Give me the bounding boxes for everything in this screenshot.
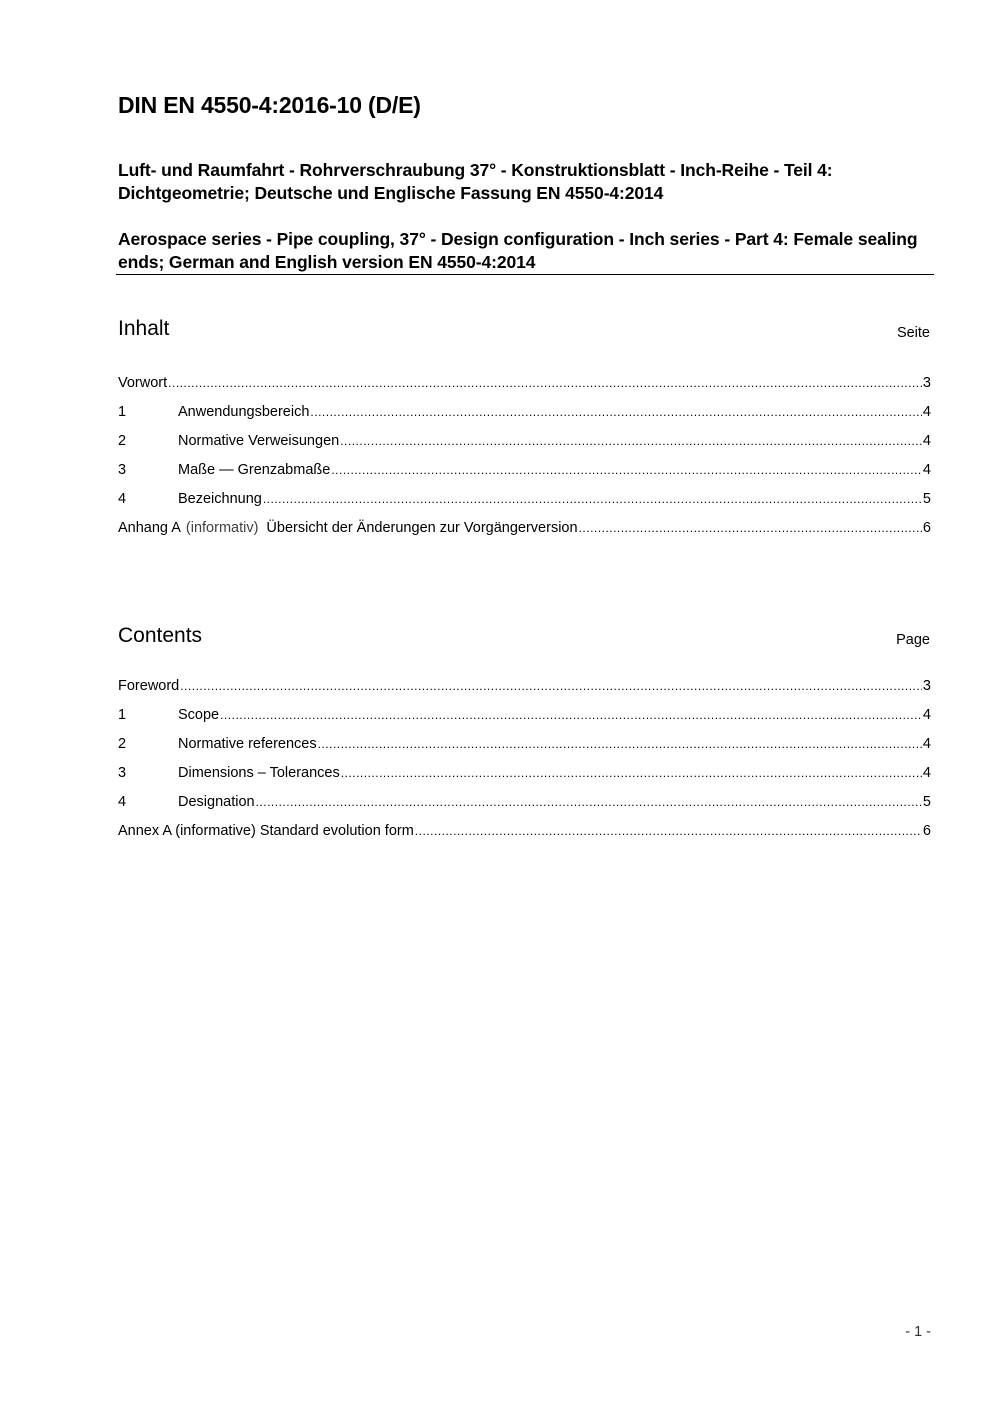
toc-entry[interactable] <box>118 479 931 508</box>
toc-entry-label: Vorwort <box>118 375 168 391</box>
toc-leader-dots <box>415 822 922 840</box>
toc-entry-page: 3 <box>922 375 931 391</box>
toc-entry-label: Maße — Grenzabmaße <box>178 462 331 478</box>
toc-entry-number: 2 <box>118 736 127 752</box>
toc-leader-dots <box>331 461 922 479</box>
toc-entry[interactable] <box>118 695 931 724</box>
toc-entry[interactable] <box>118 508 931 537</box>
toc-entry[interactable] <box>118 753 931 782</box>
toc-entry-annex-note: (informativ) <box>185 520 259 536</box>
toc-entry-label: Foreword <box>118 678 180 694</box>
toc-entry-label: Übersicht der Änderungen zur Vorgängerversion <box>266 520 578 536</box>
toc-entry-page: 4 <box>922 433 931 449</box>
toc-page-column-label: Seite <box>896 325 930 341</box>
toc-entry-label: Dimensions – Tolerances <box>178 765 340 781</box>
subtitle-german: Luft- und Raumfahrt - Rohrverschraubung 37° - Konstruktionsblatt - Inch-Reihe - Teil 4: Dichtgeometrie; Deutsche und Englische Fassung EN 4550-4:2014 <box>118 160 833 203</box>
toc-title: Contents <box>118 624 203 647</box>
toc-entry-number: 3 <box>118 462 127 478</box>
toc-entry-number: 1 <box>118 707 127 723</box>
toc-entry-label: Normative references <box>178 736 317 752</box>
toc-entry-number: 2 <box>118 433 127 449</box>
toc-german <box>118 363 931 537</box>
toc-entry-number: 3 <box>118 765 127 781</box>
toc-entry[interactable] <box>118 392 931 421</box>
toc-entry-page: 3 <box>922 678 931 694</box>
title-divider <box>116 274 934 275</box>
toc-entry-page: 4 <box>922 404 931 420</box>
toc-leader-dots <box>180 677 922 695</box>
toc-entry-label: Designation <box>178 794 255 810</box>
page-number: - 1 - <box>905 1324 931 1340</box>
toc-leader-dots <box>341 764 922 782</box>
toc-entry[interactable] <box>118 666 931 695</box>
toc-entry[interactable] <box>118 450 931 479</box>
toc-entry[interactable] <box>118 811 931 840</box>
toc-entry-page: 5 <box>922 794 931 810</box>
toc-entry[interactable] <box>118 363 931 392</box>
toc-leader-dots <box>256 793 922 811</box>
toc-entry-label: Annex A (informative) Standard evolution form <box>118 823 414 839</box>
toc-entry[interactable] <box>118 421 931 450</box>
toc-entry-page: 6 <box>922 823 931 839</box>
toc-leader-dots <box>310 403 922 421</box>
toc-entry-label: Scope <box>178 707 220 723</box>
toc-entry-page: 5 <box>922 491 931 507</box>
toc-entry-label: Bezeichnung <box>178 491 262 507</box>
toc-entry-page: 4 <box>922 765 931 781</box>
toc-leader-dots <box>168 374 922 392</box>
toc-english <box>118 666 931 840</box>
toc-heading-english <box>118 619 930 649</box>
toc-entry-page: 6 <box>922 520 931 536</box>
toc-title: Inhalt <box>118 317 170 340</box>
toc-leader-dots <box>263 490 922 508</box>
toc-entry[interactable] <box>118 724 931 753</box>
toc-entry-page: 4 <box>922 707 931 723</box>
toc-entry-annex-prefix: Anhang A <box>118 520 181 536</box>
toc-entry-page: 4 <box>922 462 931 478</box>
toc-leader-dots <box>220 706 922 724</box>
toc-entry-number: 1 <box>118 404 127 420</box>
toc-heading-german <box>118 312 930 342</box>
toc-leader-dots <box>318 735 922 753</box>
toc-entry-label: Normative Verweisungen <box>178 433 340 449</box>
toc-leader-dots <box>579 519 922 537</box>
toc-entry-page: 4 <box>922 736 931 752</box>
toc-entry-number: 4 <box>118 491 127 507</box>
subtitle-english: Aerospace series - Pipe coupling, 37° - Design configuration - Inch series - Part 4: Female sealing ends; German and English version EN 4550-4:2014 <box>118 229 918 272</box>
toc-page-column-label: Page <box>896 632 930 648</box>
toc-entry-label: Anwendungsbereich <box>178 404 310 420</box>
toc-entry-number: 4 <box>118 794 127 810</box>
toc-leader-dots <box>340 432 922 450</box>
document-title: DIN EN 4550-4:2016-10 (D/E) <box>118 92 421 118</box>
toc-entry[interactable] <box>118 782 931 811</box>
